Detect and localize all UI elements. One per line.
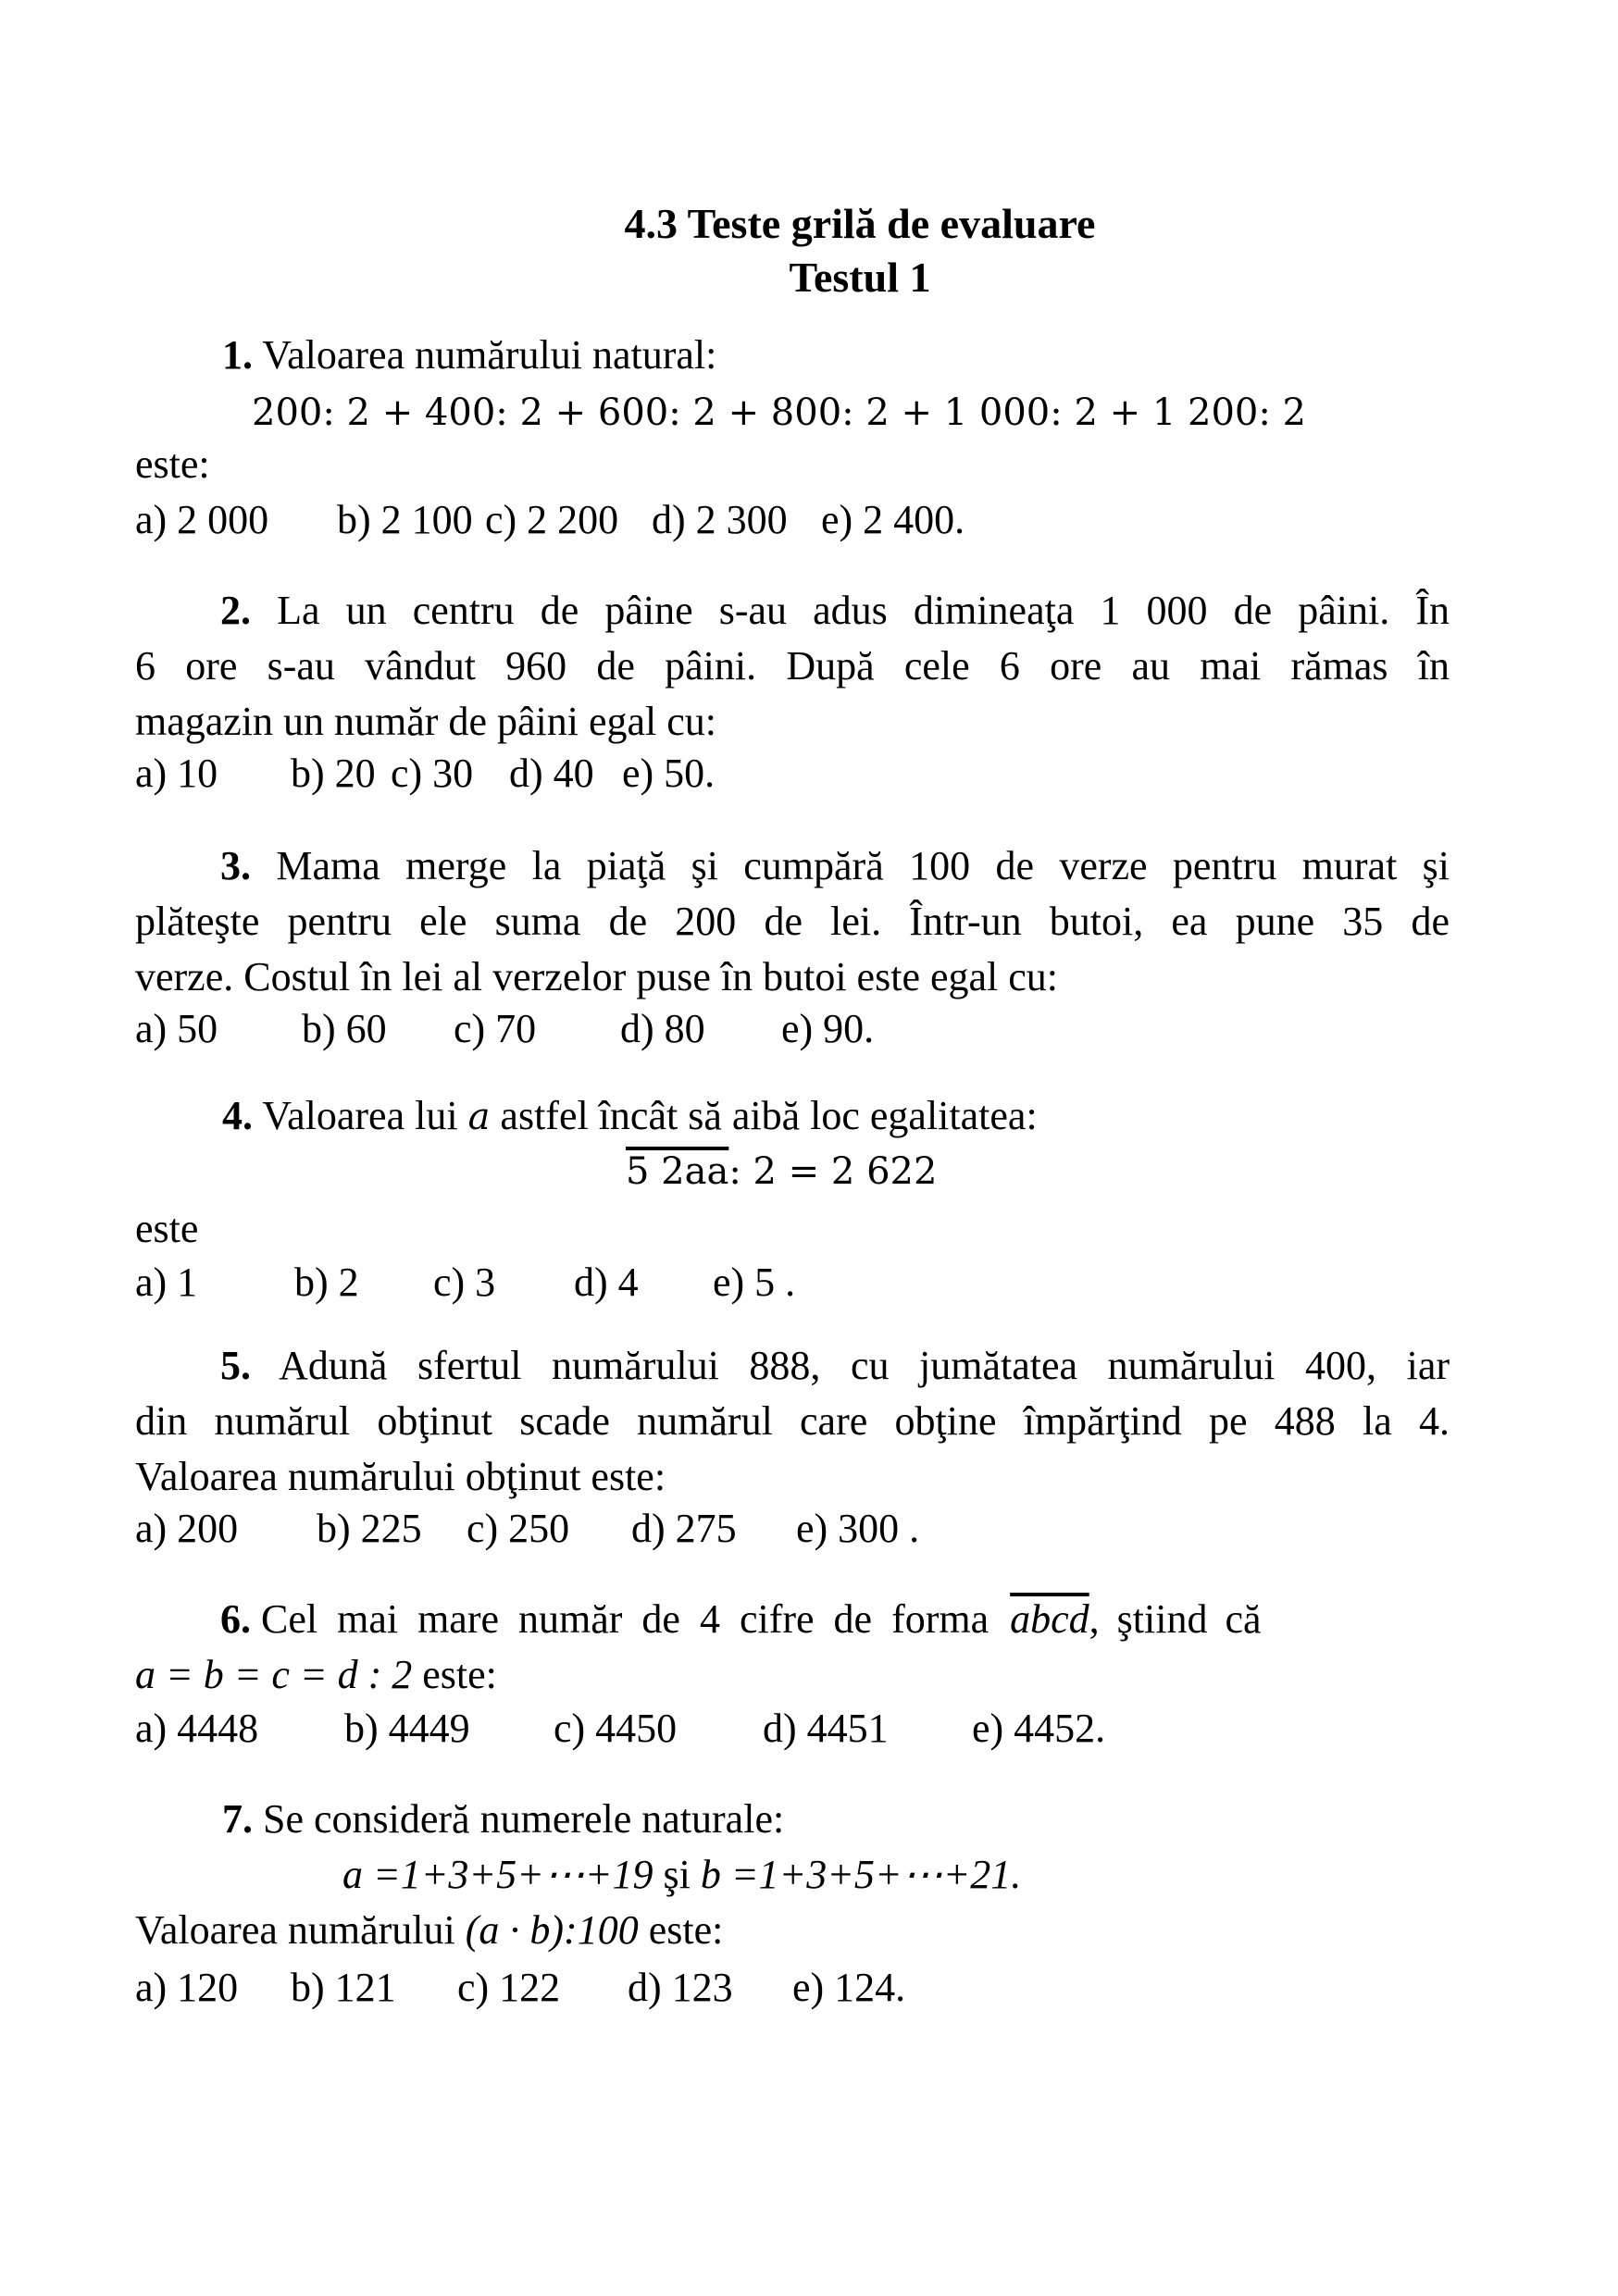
question-text: Valoarea lui [262,1093,458,1138]
question-text: Adună sfertul numărului 888, cu jumătatea numărului 400, iar [279,1343,1450,1388]
question-4 [222,1090,1038,1143]
option-c[interactable]: c) 122 [457,1965,561,2010]
question-7-formula [342,1849,1021,1901]
question-3 [135,840,1450,892]
formula-a: a =1+3+5+⋯+19 [342,1852,653,1897]
question-2 [135,585,1450,637]
option-c[interactable]: c) 2 200 [485,497,619,542]
question-5-line-2: din numărul obţinut scade numărul care obţine împărţind pe 488 la 4. [135,1398,1450,1444]
option-e[interactable]: e) 300 . [796,1506,920,1551]
option-d[interactable]: d) 123 [628,1965,733,2010]
option-c[interactable]: c) 4450 [554,1706,678,1751]
question-text: Cel mai mare număr de 4 cifre de forma [261,1596,989,1642]
option-e[interactable]: e) 50. [622,751,716,796]
question-text-cont: , ştiind că [1089,1596,1262,1642]
option-b[interactable]: b) 2 100 [337,497,473,542]
question-text: Se consideră numerele naturale: [263,1796,785,1842]
formula-b: b =1+3+5+⋯+21. [700,1852,1022,1897]
product-math: (a · b):100 [465,1907,639,1953]
question-3-options [135,1003,874,1055]
variable-a: a [467,1096,491,1138]
option-d[interactable]: d) 4451 [763,1706,889,1751]
question-2-line-3: magazin un număr de pâini egal cu: [135,699,716,744]
option-d[interactable]: d) 275 [631,1506,737,1551]
option-c[interactable]: c) 250 [467,1506,570,1551]
question-5-options [135,1503,919,1555]
question-number: 4. [222,1093,253,1138]
question-2-options [135,748,715,800]
formula-and: şi [653,1852,701,1897]
section-title: 4.3 Teste grilă de evaluare [624,200,1096,247]
formula-rest: : 2 = 2 622 [728,1150,938,1193]
question-5 [135,1340,1450,1392]
question-4-formula [626,1146,937,1198]
option-d[interactable]: d) 2 300 [652,497,788,542]
option-d[interactable]: d) 80 [620,1006,705,1051]
option-b[interactable]: b) 121 [291,1965,396,2010]
option-e[interactable]: e) 4452. [972,1706,1106,1751]
option-e[interactable]: e) 5 . [713,1260,796,1305]
option-e[interactable]: e) 90. [781,1006,875,1051]
question-4-options [135,1257,795,1309]
option-d[interactable]: d) 40 [509,751,594,796]
question-text-cont: astfel încât să aibă loc egalitatea: [500,1093,1038,1138]
option-b[interactable]: b) 225 [317,1506,422,1551]
question-6-line-2 [135,1649,497,1701]
question-number: 5. [220,1343,251,1388]
option-a[interactable]: a) 4448 [135,1706,259,1751]
option-a[interactable]: a) 120 [135,1965,239,2010]
question-number: 1. [222,332,253,378]
question-7-options [135,1962,905,2014]
question-text: Valoarea numărului natural: [262,332,717,378]
question-text: Mama merge la piaţă şi cumpără 100 de verze pentru murat şi [276,843,1450,888]
question-1-options [135,494,965,546]
question-number: 6. [220,1596,251,1642]
option-a[interactable]: a) 50 [135,1006,218,1051]
question-number: 2. [220,588,251,633]
question-3-line-2: plăteşte pentru ele suma de 200 de lei. Într-un butoi, ea pune 35 de [135,899,1450,944]
test-title: Testul 1 [789,254,931,301]
question-1 [222,329,716,381]
option-a[interactable]: a) 1 [135,1260,198,1305]
option-b[interactable]: b) 4449 [344,1706,470,1751]
option-c[interactable]: c) 3 [433,1260,496,1305]
overlined-abcd: abcd [1010,1596,1089,1642]
question-7-line-3 [135,1905,723,1956]
question-text-cont: este: [412,1652,497,1697]
option-a[interactable]: a) 200 [135,1506,239,1551]
option-e[interactable]: e) 2 400. [821,497,965,542]
question-number: 3. [220,843,251,888]
option-a[interactable]: a) 2 000 [135,497,269,542]
option-b[interactable]: b) 20 [291,751,376,796]
question-6-options [135,1703,1105,1755]
option-a[interactable]: a) 10 [135,751,218,796]
question-text: La un centru de pâine s-au adus dimineaţa 1 000 de pâini. În [277,588,1450,633]
option-e[interactable]: e) 124. [792,1965,906,2010]
option-b[interactable]: b) 60 [302,1006,387,1051]
overlined-number: 5 2aa [626,1150,729,1193]
question-2-line-2: 6 ore s-au vândut 960 de pâini. După cele 6 ore au mai rămas în [135,643,1450,689]
question-6 [135,1594,1450,1645]
condition-math: a = b = c = d : 2 [135,1652,413,1697]
question-number: 7. [222,1796,253,1842]
question-text: Valoarea numărului [135,1907,466,1953]
option-d[interactable]: d) 4 [574,1260,639,1305]
question-7 [222,1793,784,1845]
question-4-after: este [135,1206,199,1251]
option-b[interactable]: b) 2 [294,1260,359,1305]
question-text-cont: este: [638,1907,724,1953]
question-5-line-3: Valoarea numărului obţinut este: [135,1454,666,1499]
question-1-after: este: [135,441,210,487]
question-3-line-3: verze. Costul în lei al verzelor puse în butoi este egal cu: [135,954,1059,999]
option-c[interactable]: c) 30 [391,751,474,796]
question-1-formula: 200: 2 + 400: 2 + 600: 2 + 800: 2 + 1 000: 2 + 1 200: 2 [252,391,1306,434]
option-c[interactable]: c) 70 [454,1006,537,1051]
